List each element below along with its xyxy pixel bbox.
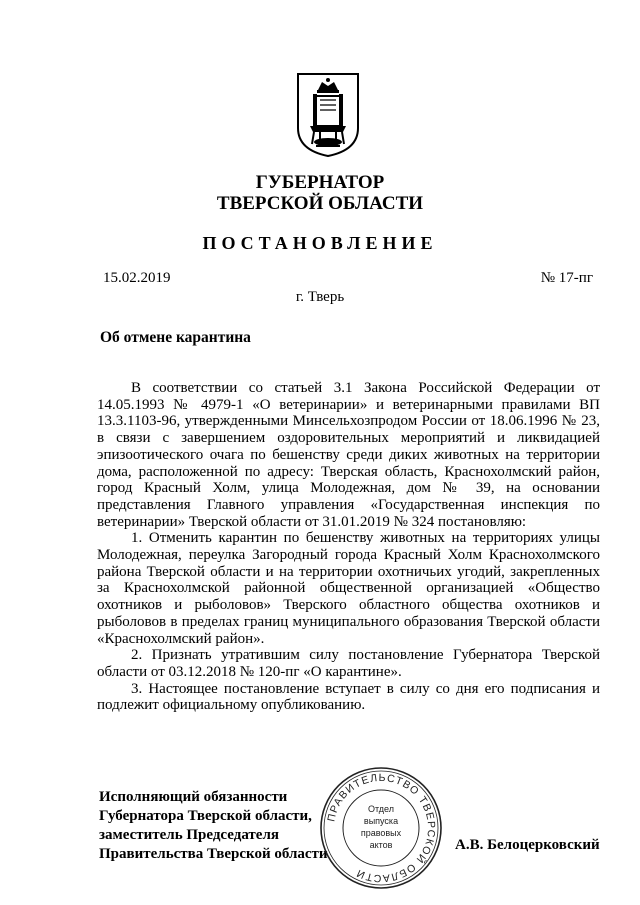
signatory-title-line-3: заместитель Председателя xyxy=(99,827,279,843)
signatory-title xyxy=(99,788,328,864)
stamp-center-line-3: правовых xyxy=(360,828,402,838)
stamp-center-line-2: выпуска xyxy=(363,816,399,826)
item-1: 1. Отменить карантин по бешенству животных на территориях улицы Молодежная, переулка Загородный города Красный Холм Краснохолмского района Тверской области и на территории охотничьих угодий, закрепленных за Краснохолмской районной общественной организацией «Общество охотников и рыболовов» Тверского областного общества охотников и рыболовов в пределах границ муниципального образования Тверской области «Краснохолмский район». xyxy=(97,530,600,647)
document-number: № 17-пг xyxy=(540,270,593,286)
issuer-line-2: ТВЕРСКОЙ ОБЛАСТИ xyxy=(216,193,424,214)
signatory-title-line-4: Правительства Тверской области xyxy=(99,846,328,862)
official-stamp xyxy=(318,765,444,891)
document-city: г. Тверь xyxy=(295,289,345,305)
stamp-ring-text: ПРАВИТЕЛЬСТВО ТВЕРСКОЙ ОБЛАСТИ xyxy=(325,771,438,885)
item-2: 2. Признать утратившим силу постановление Губернатора Тверской области от 03.12.2018 № 120-пг «О карантине». xyxy=(97,647,600,680)
document-date: 15.02.2019 xyxy=(103,270,171,286)
signatory-title-line-1: Исполняющий обязанности xyxy=(99,789,288,805)
issuer-line-1: ГУБЕРНАТОР xyxy=(255,172,385,193)
signatory-name: А.В. Белоцерковский xyxy=(455,837,600,853)
stamp-center-line-4: актов xyxy=(369,840,393,850)
stamp-center-line-1: Отдел xyxy=(367,804,395,814)
coat-of-arms-emblem xyxy=(296,72,360,158)
item-3: 3. Настоящее постановление вступает в силу со дня его подписания и подлежит официальному опубликованию. xyxy=(97,680,600,714)
signatory-title-line-2: Губернатора Тверской области, xyxy=(99,808,312,824)
document-type: ПОСТАНОВЛЕНИЕ xyxy=(202,233,438,253)
document-subject: Об отмене карантина xyxy=(100,329,251,346)
document-body xyxy=(97,380,600,714)
preamble-paragraph: В соответствии со статьей 3.1 Закона Российской Федерации от 14.05.1993 № 4979-1 «О ветеринарии» и ветеринарными правилами ВП 13.3.1103-96, утвержденными Минсельхозпродом России от 18.06.1996 № 23, в связи с завершением оздоровительных мероприятий и ликвидацией эпизоотического очага по бешенству среди диких животных на территории дома, расположенной по адресу: Тверская область, Краснохолмский район, город Красный Холм, улица Молодежная, дом № 39, на основании представления Главного управления «Государственная инспекция по ветеринарии» Тверской области от 31.01.2019 № 324 постановляю: xyxy=(97,380,600,530)
